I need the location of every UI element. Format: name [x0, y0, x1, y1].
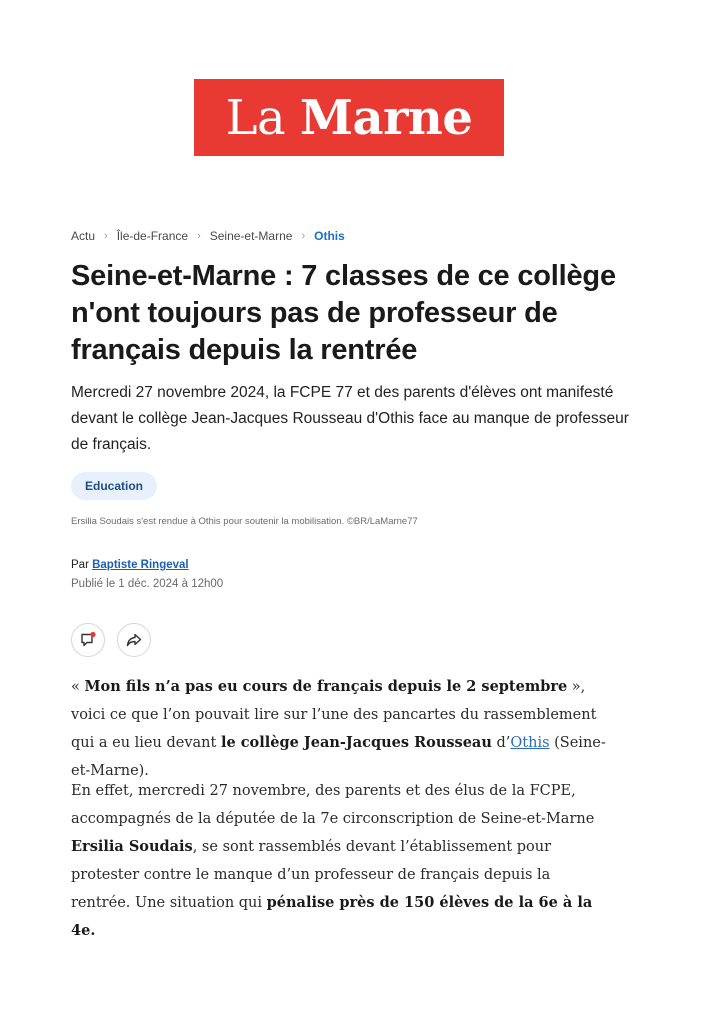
author-byline — [71, 559, 189, 571]
share-button[interactable] — [117, 623, 151, 657]
othis-link[interactable]: Othis — [510, 735, 550, 751]
logo-text: La Marne — [225, 89, 473, 146]
chevron-right-icon: › — [197, 230, 201, 242]
share-icon — [125, 631, 143, 649]
article-paragraph-2: En effet, mercredi 27 novembre, des parents et des élus de la FCPE, accompagnés de la députée de la 7e circonscription de Seine-et-Marne Ersilia Soudais, se sont rassemblés devant l’établissement pour protester contre le manque d’un professeur de français depuis la rentrée. Une situation qui pénalise près de 150 élèves de la 6e à la 4e. — [71, 783, 595, 939]
breadcrumb-item-seine-et-marne[interactable]: Seine-et-Marne — [209, 229, 293, 243]
breadcrumb-item-actu[interactable]: Actu — [71, 229, 96, 243]
comment-button[interactable] — [71, 623, 105, 657]
article-actions — [71, 623, 151, 657]
breadcrumb — [71, 229, 345, 243]
author-prefix: Par — [71, 559, 89, 571]
article-title: Seine-et-Marne : 7 classes de ce collège n'ont toujours pas de professeur de français depuis la rentrée — [71, 260, 616, 366]
article-paragraph-1: « Mon fils n’a pas eu cours de français depuis le 2 septembre », voici ce que l’on pouvait lire sur l’une des pancartes du rassemblement qui a eu lieu devant le collège Jean-Jacques Rousseau d’Othis (Seine-et-Marne). — [71, 678, 606, 779]
chevron-right-icon: › — [104, 230, 108, 242]
breadcrumb-item-othis[interactable]: Othis — [314, 229, 345, 243]
tag-education[interactable]: Education — [71, 472, 157, 500]
article-lede: Mercredi 27 novembre 2024, la FCPE 77 et des parents d'élèves ont manifesté devant le collège Jean-Jacques Rousseau d'Othis face au manque de professeur de français. — [71, 384, 629, 453]
image-caption: Ersilia Soudais s'est rendue à Othis pour soutenir la mobilisation. ©BR/LaMarne77 — [71, 516, 418, 527]
author-link[interactable]: Baptiste Ringeval — [92, 559, 189, 571]
publish-date: Publié le 1 déc. 2024 à 12h00 — [71, 578, 224, 590]
comment-icon — [79, 631, 97, 649]
breadcrumb-item-ile-de-france[interactable]: Île-de-France — [116, 229, 189, 243]
site-logo[interactable] — [194, 79, 504, 156]
chevron-right-icon: › — [301, 230, 306, 242]
